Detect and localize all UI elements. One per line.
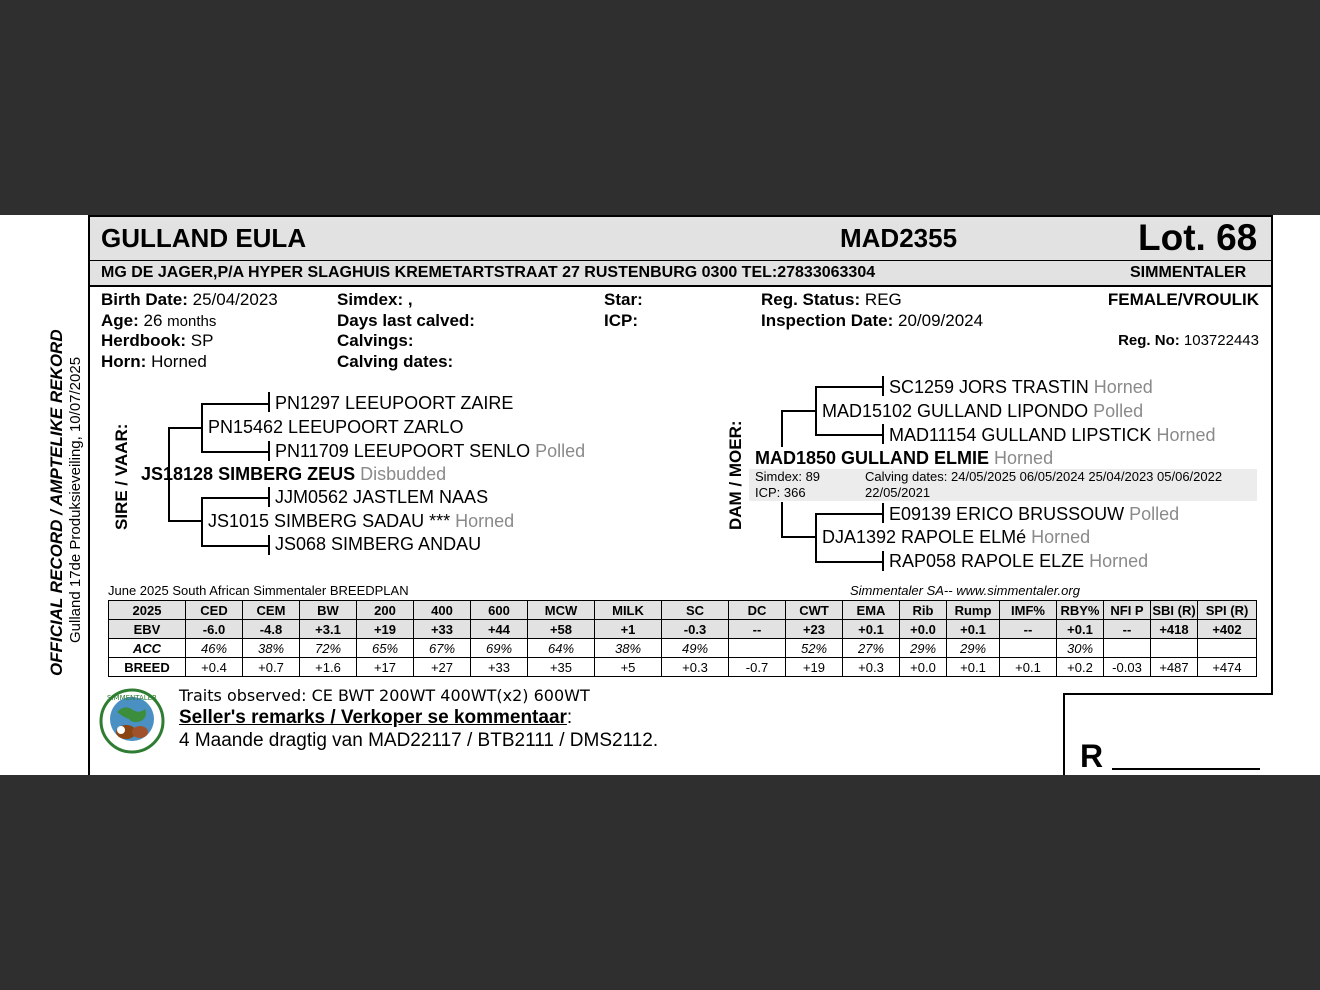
ebv-cell: +33 xyxy=(414,620,471,639)
ebv-cell: +19 xyxy=(357,620,414,639)
ebv-header-cell: BW xyxy=(300,601,357,620)
ebv-cell: 49% xyxy=(662,639,729,658)
breed-row xyxy=(109,658,1257,677)
ebv-cell: -0.3 xyxy=(662,620,729,639)
sire-bracket-bottom xyxy=(168,520,202,522)
ebv-cell: +418 xyxy=(1151,620,1198,639)
ebv-cell xyxy=(1198,639,1257,658)
ds-bracket-bottom xyxy=(815,434,883,436)
ebv-cell: +0.1 xyxy=(947,658,1000,677)
dd-bracket-bottom xyxy=(815,561,883,563)
sire-dam-dam: JS068 SIMBERG ANDAU xyxy=(275,534,482,554)
ebv-cell: +19 xyxy=(786,658,843,677)
breedplan-label: June 2025 South African Simmentaler BREEDPLAN xyxy=(108,583,409,598)
ebv-cell: +1.6 xyxy=(300,658,357,677)
dam-dam: DJA1392 RAPOLE ELMé Horned xyxy=(822,527,1091,547)
ebv-header-cell: Rib xyxy=(900,601,947,620)
calvings: Calvings: xyxy=(337,331,414,350)
ebv-header-cell: DC xyxy=(729,601,786,620)
sire-dam: JS1015 SIMBERG SADAU *** Horned xyxy=(208,511,515,531)
ebv-cell: +474 xyxy=(1198,658,1257,677)
ebv-cell: ACC xyxy=(109,639,186,658)
remarks-text: 4 Maande dragtig van MAD22117 / BTB2111 / DMS2112. xyxy=(179,730,659,751)
ebv-cell: +17 xyxy=(357,658,414,677)
ebv-header-cell: SC xyxy=(662,601,729,620)
dd-s-tick xyxy=(882,503,884,523)
sd-s-tick xyxy=(268,487,270,507)
dam-simdex: Simdex: 89 xyxy=(755,469,821,484)
ebv-cell: +487 xyxy=(1151,658,1198,677)
breed-label: SIMMENTALER xyxy=(1130,264,1247,281)
ebv-cell xyxy=(729,639,786,658)
ebv-cell: +44 xyxy=(471,620,528,639)
breedplan-website: Simmentaler SA-- www.simmentaler.org xyxy=(850,583,1080,598)
ebv-row xyxy=(109,620,1257,639)
remarks-heading: Seller's remarks / Verkoper se kommentaar: xyxy=(179,707,573,728)
reg-status: Reg. Status: REG xyxy=(761,290,902,309)
ebv-cell: +0.0 xyxy=(900,658,947,677)
sd-bracket-bottom xyxy=(201,545,269,547)
sire-sire-dam: PN11709 LEEUPOORT SENLO Polled xyxy=(275,441,586,461)
dam-dam-dam: RAP058 RAPOLE ELZE Horned xyxy=(889,551,1149,571)
dam-calving-dates: Calving dates: 24/05/2025 06/05/2024 25/04/2023 05/06/2022 xyxy=(865,469,1223,484)
dam-sire-dam: MAD11154 GULLAND LIPSTICK Horned xyxy=(889,425,1216,445)
acc-row xyxy=(109,639,1257,658)
ebv-cell: 64% xyxy=(528,639,595,658)
ebv-cell: +0.7 xyxy=(243,658,300,677)
ebv-cell: -- xyxy=(1000,620,1057,639)
official-record-label: OFFICIAL RECORD / AMPTELIKE REKORD xyxy=(47,329,66,676)
dam-bracket-lower xyxy=(781,502,783,538)
ebv-cell: +0.3 xyxy=(843,658,900,677)
ebv-header-cell: NFI P xyxy=(1104,601,1151,620)
ebv-header-cell: CEM xyxy=(243,601,300,620)
ebv-cell xyxy=(1000,639,1057,658)
dam-bracket-upper xyxy=(781,410,783,447)
dam-bracket-lower-h xyxy=(781,536,817,538)
ds-s-tick xyxy=(882,376,884,396)
ebv-header-cell: SPI (R) xyxy=(1198,601,1257,620)
sd-bracket-top xyxy=(201,497,269,499)
price-line[interactable] xyxy=(1112,768,1260,770)
sire-sire-sire: PN1297 LEEUPOORT ZAIRE xyxy=(275,393,514,413)
icp: ICP: xyxy=(604,311,638,330)
sd-d-tick xyxy=(268,535,270,555)
ebv-cell: +33 xyxy=(471,658,528,677)
ebv-cell: 30% xyxy=(1057,639,1104,658)
ebv-cell: +0.0 xyxy=(900,620,947,639)
herdbook: Herdbook: SP xyxy=(101,331,214,350)
ebv-cell: +35 xyxy=(528,658,595,677)
ebv-header-cell: MILK xyxy=(595,601,662,620)
owner-line: MG DE JAGER,P/A HYPER SLAGHUIS KREMETARTSTRAAT 27 RUSTENBURG 0300 TEL:27833063304 xyxy=(101,264,876,281)
ds-bracket-top xyxy=(815,386,883,388)
ebv-cell: 52% xyxy=(786,639,843,658)
ebv-cell: +0.1 xyxy=(947,620,1000,639)
ebv-cell xyxy=(1104,639,1151,658)
ebv-cell: +402 xyxy=(1198,620,1257,639)
ebv-cell: +0.1 xyxy=(1057,620,1104,639)
dam-icp: ICP: 366 xyxy=(755,485,806,500)
dam-calving-dates-2: 22/05/2021 xyxy=(865,485,931,500)
ebv-table xyxy=(108,600,1257,677)
days-last-calved: Days last calved: xyxy=(337,311,475,330)
sale-label: Gulland 17de Produksieveiling, 10/07/2025 xyxy=(67,356,84,643)
ebv-cell: -- xyxy=(729,620,786,639)
sire: JS18128 SIMBERG ZEUS Disbudded xyxy=(141,464,447,484)
dd-d-tick xyxy=(882,551,884,571)
ebv-cell: 38% xyxy=(243,639,300,658)
ebv-cell: +27 xyxy=(414,658,471,677)
ebv-cell: +3.1 xyxy=(300,620,357,639)
ebv-cell: +5 xyxy=(595,658,662,677)
sire-label: SIRE / VAAR: xyxy=(112,423,131,530)
ebv-cell: +0.4 xyxy=(186,658,243,677)
horn-status: Horn: Horned xyxy=(101,352,207,371)
animal-name: GULLAND EULA xyxy=(101,223,307,253)
ebv-cell: 29% xyxy=(947,639,1000,658)
ebv-header-cell: MCW xyxy=(528,601,595,620)
simmentaler-logo-icon xyxy=(99,688,165,754)
sd-bracket xyxy=(201,497,203,547)
ebv-header-cell: 2025 xyxy=(109,601,186,620)
ebv-header-cell: 400 xyxy=(414,601,471,620)
dam-sire-sire: SC1259 JORS TRASTIN Horned xyxy=(889,377,1153,397)
sire-sire: PN15462 LEEUPOORT ZARLO xyxy=(208,417,464,437)
sex: FEMALE/VROULIK xyxy=(1107,290,1259,309)
ebv-cell: +58 xyxy=(528,620,595,639)
ebv-header-cell: SBI (R) xyxy=(1152,602,1196,618)
dd-bracket xyxy=(815,513,817,563)
ebv-cell: +0.1 xyxy=(843,620,900,639)
ebv-cell: 27% xyxy=(843,639,900,658)
ebv-header-cell: IMF% xyxy=(1000,601,1057,620)
ebv-cell: 38% xyxy=(595,639,662,658)
ebv-header-row xyxy=(109,601,1257,620)
sire-bracket-top xyxy=(168,427,202,429)
lot-number: Lot. 68 xyxy=(1138,217,1258,258)
ebv-cell: EBV xyxy=(109,620,186,639)
ebv-header-cell: 600 xyxy=(471,601,528,620)
ebv-cell: +1 xyxy=(595,620,662,639)
ebv-cell: -- xyxy=(1104,620,1151,639)
ebv-header-cell: CWT xyxy=(786,601,843,620)
birth-date: Birth Date: 25/04/2023 xyxy=(101,290,278,309)
calving-dates: Calving dates: xyxy=(337,352,454,371)
ds-d-tick xyxy=(882,424,884,444)
ebv-cell: BREED xyxy=(109,658,186,677)
ebv-header-cell: RBY% xyxy=(1057,601,1104,620)
dd-bracket-top xyxy=(815,513,883,515)
ebv-cell: -0.03 xyxy=(1104,658,1151,677)
ss-bracket-bottom xyxy=(201,451,269,453)
ebv-header-cell: Rump xyxy=(947,601,1000,620)
ebv-header-cell: 200 xyxy=(357,601,414,620)
ebv-cell: 46% xyxy=(186,639,243,658)
ebv-header-cell: CED xyxy=(186,601,243,620)
ss-bracket xyxy=(201,403,203,453)
traits-observed: Traits observed: CE BWT 200WT 400WT(x2) 600WT xyxy=(179,686,590,705)
dam-dam-sire: E09139 ERICO BRUSSOUW Polled xyxy=(889,504,1180,524)
dam-sire: MAD15102 GULLAND LIPONDO Polled xyxy=(822,401,1144,421)
ds-bracket xyxy=(815,386,817,436)
ss-bracket-top xyxy=(201,403,269,405)
reg-number: Reg. No: 103722443 xyxy=(1118,332,1259,349)
ebv-cell: +0.2 xyxy=(1057,658,1104,677)
star: Star: xyxy=(604,290,643,309)
ss-s-tick xyxy=(268,392,270,412)
simdex: Simdex: , xyxy=(337,290,413,309)
ss-d-tick xyxy=(268,441,270,461)
age: Age: 26 months xyxy=(101,311,217,330)
ebv-cell: -6.0 xyxy=(186,620,243,639)
ebv-cell: 65% xyxy=(357,639,414,658)
ebv-header-cell: EMA xyxy=(843,601,900,620)
sire-dam-sire: JJM0562 JASTLEM NAAS xyxy=(275,487,489,507)
ebv-cell: +0.1 xyxy=(1000,658,1057,677)
dam-label: DAM / MOER: xyxy=(726,420,745,530)
ebv-cell: +23 xyxy=(786,620,843,639)
ebv-cell: +0.3 xyxy=(662,658,729,677)
dam: MAD1850 GULLAND ELMIE Horned xyxy=(755,448,1054,468)
ebv-cell: -0.7 xyxy=(729,658,786,677)
logo-text: SIMMENTALER xyxy=(107,694,157,702)
inspection-date: Inspection Date: 20/09/2024 xyxy=(761,311,984,330)
ebv-cell: 69% xyxy=(471,639,528,658)
animal-id: MAD2355 xyxy=(840,223,958,253)
ebv-cell: 29% xyxy=(900,639,947,658)
ebv-cell: 67% xyxy=(414,639,471,658)
ebv-cell: 72% xyxy=(300,639,357,658)
ebv-cell xyxy=(1151,639,1198,658)
ebv-cell: -4.8 xyxy=(243,620,300,639)
dam-bracket-upper-h xyxy=(781,410,817,412)
price-r-label: R xyxy=(1080,738,1104,774)
